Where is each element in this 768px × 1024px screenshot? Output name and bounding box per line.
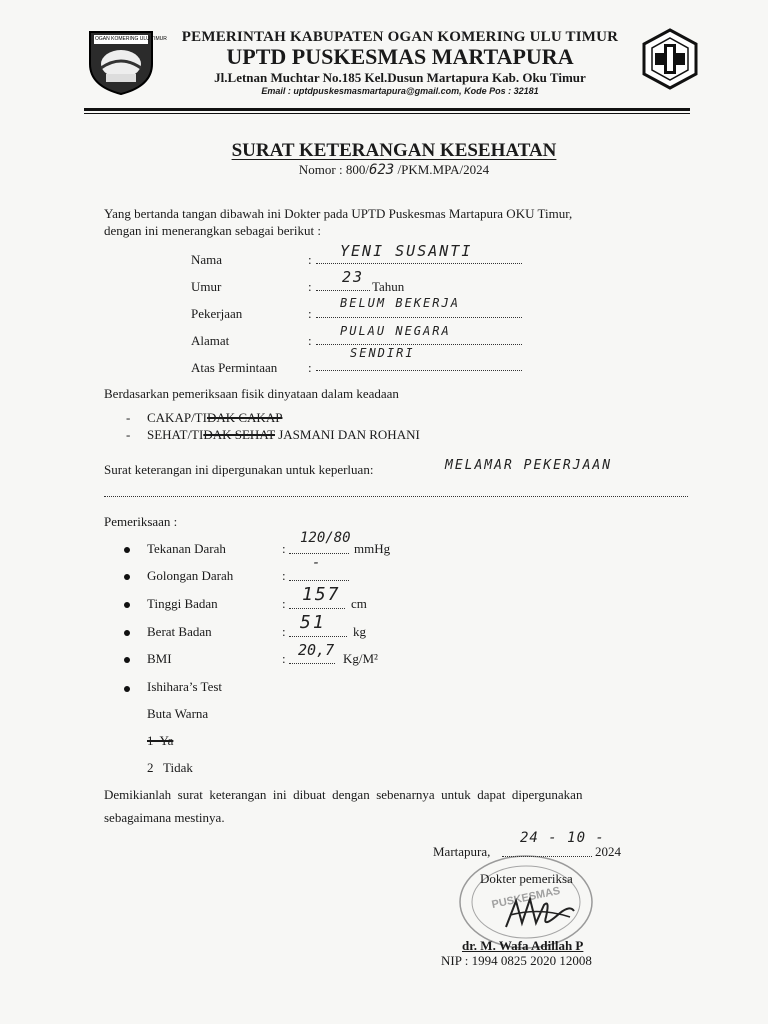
exam-golongan-value: - <box>312 555 323 571</box>
sign-date-hand: 24 - 10 - <box>520 830 605 846</box>
field-umur-dots <box>316 290 370 291</box>
field-permintaan-colon: : <box>308 360 312 375</box>
cakap-struck: DAK CAKAP <box>206 410 283 425</box>
sign-place: Martapura, <box>433 844 491 859</box>
doctor-name: dr. M. Wafa Adillah P <box>462 938 584 953</box>
field-nama-value: YENI SUSANTI <box>340 242 473 260</box>
intro-line2: dengan ini menerangkan sebagai berikut : <box>104 223 321 238</box>
exam-tekanan-value: 120/80 <box>300 530 351 546</box>
letterhead-email: Email : uptdpuskesmasmartapura@gmail.com, Kode Pos : 32181 <box>261 86 539 96</box>
field-umur-value: 23 <box>342 268 365 286</box>
exam-bmi-unit: Kg/M² <box>343 651 378 666</box>
regency-logo <box>86 28 167 96</box>
exam-tinggi-value: 157 <box>302 584 341 605</box>
exam-tinggi-label: Tinggi Badan <box>147 596 218 611</box>
exam-bullet-1 <box>124 547 130 553</box>
exam-option-ya: 1 Ya <box>147 733 174 748</box>
sehat-kept: SEHAT/TI <box>147 427 204 442</box>
exam-tinggi-dots <box>289 608 345 609</box>
exam-tinggi-unit: cm <box>351 596 367 611</box>
field-permintaan-label: Atas Permintaan <box>191 360 278 375</box>
exam-bmi-dots <box>289 663 335 664</box>
field-nama-label: Nama <box>191 252 223 267</box>
exam-berat-dots <box>289 636 347 637</box>
puskesmas-logo <box>642 28 698 90</box>
field-alamat-label: Alamat <box>191 333 230 348</box>
letterhead-line1: PEMERINTAH KABUPATEN OGAN KOMERING ULU TIMUR <box>181 29 619 45</box>
field-permintaan-value: SENDIRI <box>350 346 415 360</box>
condition-item-sehat <box>147 427 420 443</box>
exam-bullet-5 <box>124 657 130 663</box>
field-alamat-value: PULAU NEGARA <box>340 324 451 338</box>
exam-bullet-2 <box>124 574 130 580</box>
exam-tekanan-unit: mmHg <box>354 541 391 556</box>
exam-tekanan-colon: : <box>282 541 286 556</box>
sign-role: Dokter pemeriksa <box>480 871 573 886</box>
exam-bullet-6 <box>124 686 130 692</box>
exam-golongan-colon: : <box>282 568 286 583</box>
exam-bmi-label: BMI <box>147 651 172 666</box>
field-nama-dots <box>316 263 522 264</box>
doctor-nip: NIP : 1994 0825 2020 12008 <box>441 953 592 968</box>
exam-bmi-value: 20,7 <box>298 641 335 659</box>
field-pekerjaan-value: BELUM BEKERJA <box>340 296 460 310</box>
sehat-struck: DAK SEHAT <box>203 427 275 442</box>
exam-berat-label: Berat Badan <box>147 624 212 639</box>
exam-tekanan-dots <box>289 553 349 554</box>
exam-heading: Pemeriksaan : <box>104 514 178 529</box>
number-suffix: /PKM.MPA/2024 <box>394 162 490 177</box>
document-number <box>220 162 568 178</box>
exam-butawarna-label: Buta Warna <box>147 706 209 721</box>
letterhead-address: Jl.Letnan Muchtar No.185 Kel.Dusun Martapura Kab. Oku Timur <box>214 70 586 85</box>
exam-berat-colon: : <box>282 624 286 639</box>
exam-option-tidak: 2 Tidak <box>147 760 193 775</box>
exam-ishihara-label: Ishihara’s Test <box>147 679 223 694</box>
signature-scribble <box>500 893 580 933</box>
stamp-text: PUSKESMAS <box>490 884 562 912</box>
exam-tinggi-colon: : <box>282 596 286 611</box>
purpose-value: MELAMAR PEKERJAAN <box>445 458 613 473</box>
purpose-dots <box>104 496 688 497</box>
condition-item-cakap <box>147 410 282 426</box>
field-permintaan-dots <box>316 370 522 371</box>
field-nama-colon: : <box>308 252 312 267</box>
field-pekerjaan-dots <box>316 317 522 318</box>
condition-dash-2: - <box>126 427 131 442</box>
document-title: SURAT KETERANGAN KESEHATAN <box>231 140 557 161</box>
number-prefix: Nomor : 800/ <box>298 162 369 177</box>
purpose-label: Surat keterangan ini dipergunakan untuk keperluan: <box>104 462 374 477</box>
sehat-rest: JASMANI DAN ROHANI <box>274 427 420 442</box>
closing-line1: Demikianlah surat keterangan ini dibuat dengan sebenarnya untuk dapat dipergunakan <box>104 787 583 802</box>
exam-bmi-colon: : <box>282 651 286 666</box>
condition-dash-1: - <box>126 410 131 425</box>
exam-berat-value: 51 <box>300 612 326 633</box>
letterhead-line2: UPTD PUSKESMAS MARTAPURA <box>226 44 574 69</box>
field-pekerjaan-colon: : <box>308 306 312 321</box>
intro-line1: Yang bertanda tangan dibawah ini Dokter pada UPTD Puskesmas Martapura OKU Timur, <box>104 206 573 221</box>
field-umur-label: Umur <box>191 279 222 294</box>
exam-tekanan-label: Tekanan Darah <box>147 541 226 556</box>
exam-bullet-4 <box>124 630 130 636</box>
field-umur-unit: Tahun <box>372 279 405 294</box>
field-pekerjaan-label: Pekerjaan <box>191 306 243 321</box>
cakap-kept: CAKAP/TI <box>147 410 207 425</box>
sign-year: 2024 <box>595 844 621 859</box>
number-handwritten: 623 <box>368 162 395 178</box>
logo-caption: OGAN KOMERING ULU TIMUR <box>95 36 167 42</box>
exam-bullet-3 <box>124 602 130 608</box>
condition-intro: Berdasarkan pemeriksaan fisik dinyataan dalam keadaan <box>104 386 399 401</box>
exam-golongan-dots <box>289 580 349 581</box>
field-umur-colon: : <box>308 279 312 294</box>
letterhead-rule-thick <box>84 108 690 111</box>
sign-date-dots <box>502 856 592 857</box>
closing-line2: sebagaimana mestinya. <box>104 810 225 825</box>
letterhead-rule-thin <box>84 113 690 114</box>
field-alamat-dots <box>316 344 522 345</box>
exam-berat-unit: kg <box>353 624 366 639</box>
exam-golongan-label: Golongan Darah <box>147 568 234 583</box>
field-alamat-colon: : <box>308 333 312 348</box>
